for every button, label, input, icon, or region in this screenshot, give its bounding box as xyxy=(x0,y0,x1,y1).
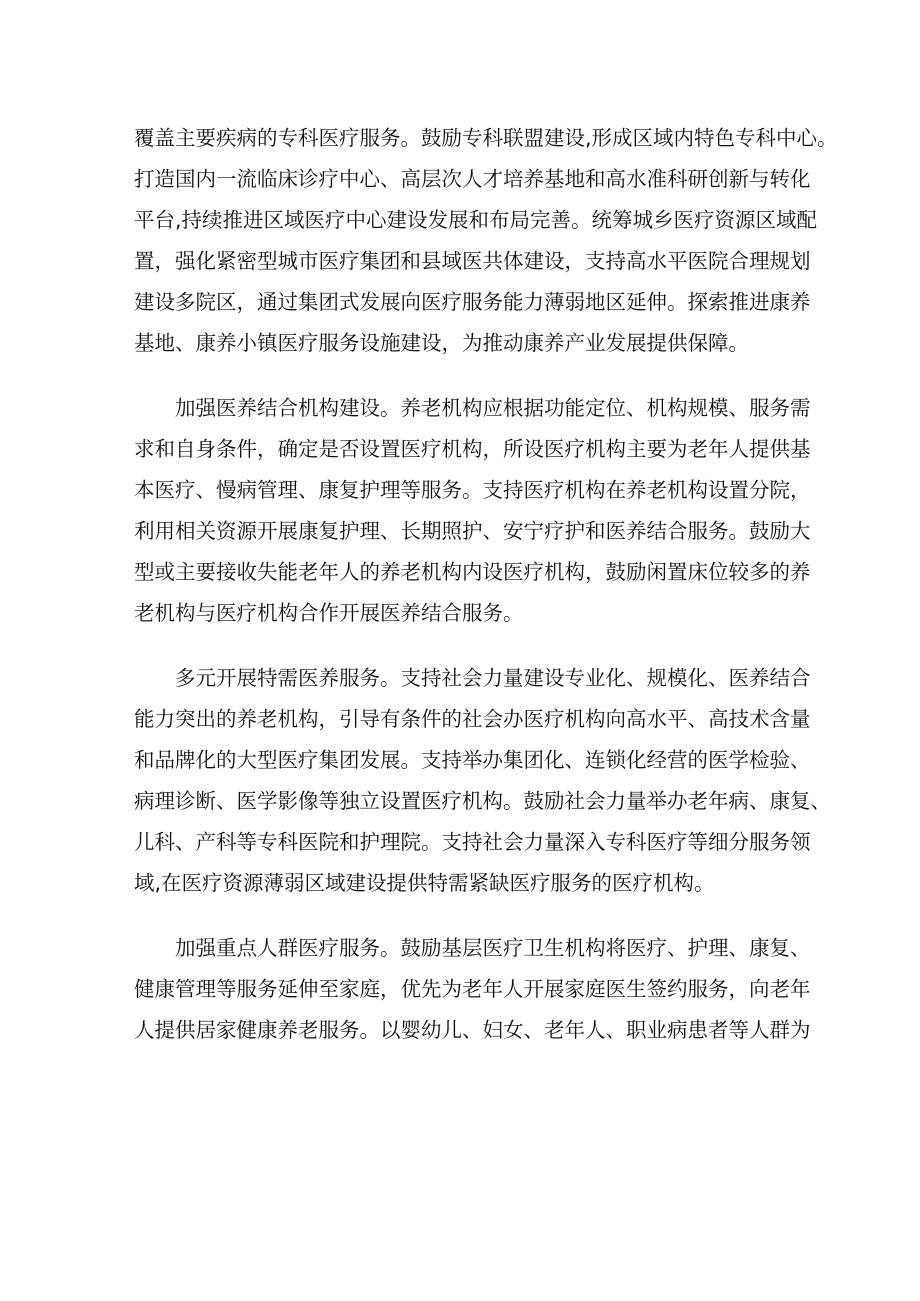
paragraph-gap xyxy=(134,364,794,388)
text-line: 本医疗、慢病管理、康复护理等服务。支持医疗机构在养老机构设置分院， xyxy=(134,478,811,502)
paragraph-gap xyxy=(134,634,794,658)
text-line: 打造国内一流临床诊疗中心、高层次人才培养基地和高水准科研创新与转化 xyxy=(134,167,811,191)
text-line: 基地、康养小镇医疗服务设施建设，为推动康养产业发展提供保障。 xyxy=(134,331,749,355)
text-line: 多元开展特需医养服务。支持社会力量建设专业化、规模化、医养结合 xyxy=(175,666,811,690)
text-line: 人提供居家健康养老服务。以婴幼儿、妇女、老年人、职业病患者等人群为 xyxy=(134,1018,811,1042)
text-line: 加强医养结合机构建设。养老机构应根据功能定位、机构规模、服务需 xyxy=(175,396,811,420)
text-line: 病理诊断、医学影像等独立设置医疗机构。鼓励社会力量举办老年病、康复、 xyxy=(134,789,831,813)
text-line: 能力突出的养老机构，引导有条件的社会办医疗机构向高水平、高技术含量 xyxy=(134,707,811,731)
paragraph-3 xyxy=(134,658,831,904)
text-line: 平台,持续推进区域医疗中心建设发展和布局完善。统筹城乡医疗资源区域配 xyxy=(134,208,818,232)
text-line: 老机构与医疗机构合作开展医养结合服务。 xyxy=(134,601,524,625)
text-line: 利用相关资源开展康复护理、长期照护、安宁疗护和医养结合服务。鼓励大 xyxy=(134,519,811,543)
text-line: 求和自身条件，确定是否设置医疗机构，所设医疗机构主要为老年人提供基 xyxy=(134,437,811,461)
paragraph-1 xyxy=(134,118,838,364)
paragraph-2 xyxy=(134,388,811,634)
text-line: 儿科、产科等专科医院和护理院。支持社会力量深入专科医疗等细分服务领 xyxy=(134,830,811,854)
paragraph-4 xyxy=(134,928,811,1051)
text-line: 健康管理等服务延伸至家庭，优先为老年人开展家庭医生签约服务，向老年 xyxy=(134,977,811,1001)
text-line: 加强重点人群医疗服务。鼓励基层医疗卫生机构将医疗、护理、康复、 xyxy=(175,936,811,960)
text-line: 和品牌化的大型医疗集团发展。支持举办集团化、连锁化经营的医学检验、 xyxy=(134,748,811,772)
text-line: 置，强化紧密型城市医疗集团和县域医共体建设，支持高水平医院合理规划 xyxy=(134,249,811,273)
body-text xyxy=(134,118,838,1051)
paragraph-gap xyxy=(134,904,794,928)
text-line: 型或主要接收失能老年人的养老机构内设医疗机构，鼓励闲置床位较多的养 xyxy=(134,560,811,584)
text-line: 域,在医疗资源薄弱区域建设提供特需紧缺医疗服务的医疗机构。 xyxy=(134,871,715,895)
text-line: 覆盖主要疾病的专科医疗服务。鼓励专科联盟建设,形成区域内特色专科中心。 xyxy=(134,126,838,150)
text-line: 建设多院区，通过集团式发展向医疗服务能力薄弱地区延伸。探索推进康养 xyxy=(134,290,811,314)
